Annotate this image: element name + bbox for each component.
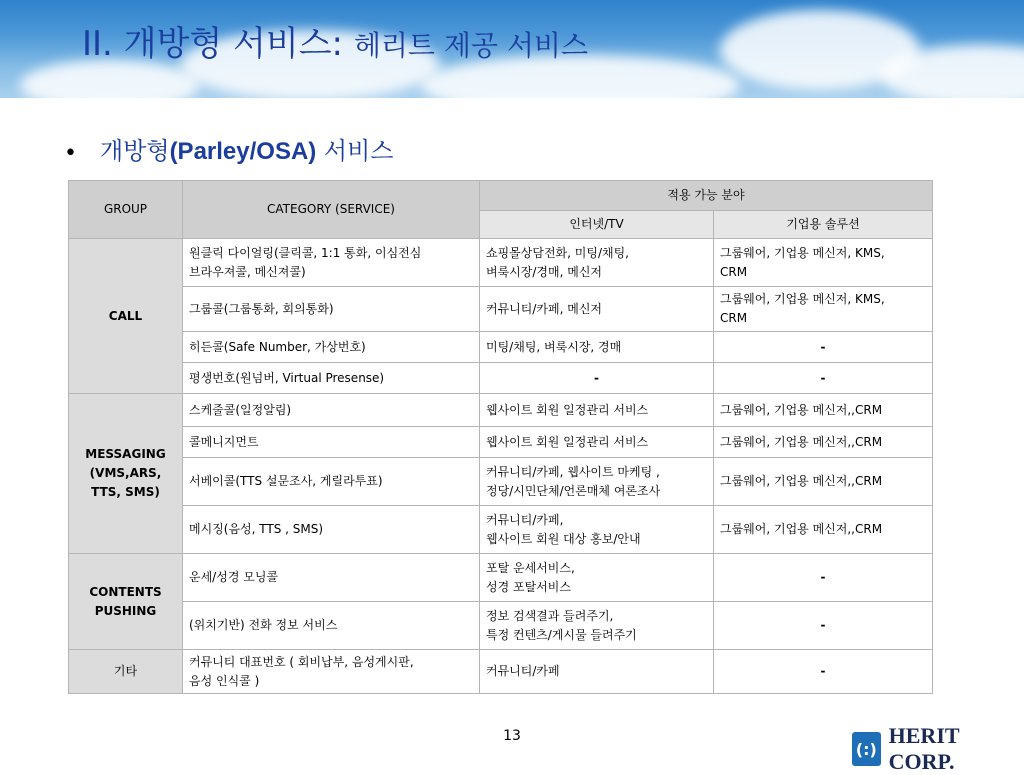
company-logo <box>852 723 1024 775</box>
group-cell-call: CALL <box>69 239 183 394</box>
table-row <box>69 427 933 458</box>
table-row <box>69 332 933 363</box>
header-applicable: 적용 가능 분야 <box>480 181 933 211</box>
category-cell: 콜메니지먼트 <box>183 427 480 458</box>
internet-cell: 정보 검색결과 들려주기, 특정 컨텐츠/게시물 들려주기 <box>480 602 714 650</box>
internet-cell: 미팅/채팅, 벼룩시장, 경매 <box>480 332 714 363</box>
table-row <box>69 394 933 427</box>
enterprise-cell: - <box>714 602 933 650</box>
enterprise-cell: 그룹웨어, 기업용 메신저, KMS, CRM <box>714 287 933 332</box>
slide-title-main: II. 개방형 서비스: <box>82 24 343 64</box>
category-cell: 커뮤니티 대표번호 ( 회비납부, 음성게시판, 음성 인식콜 ) <box>183 650 480 694</box>
internet-cell: 커뮤니티/카페, 메신저 <box>480 287 714 332</box>
category-cell: 메시징(음성, TTS , SMS) <box>183 506 480 554</box>
group-cell-contents: CONTENTS PUSHING <box>69 554 183 650</box>
table-row <box>69 458 933 506</box>
category-cell: 평생번호(원넘버, Virtual Presense) <box>183 363 480 394</box>
header-category: CATEGORY (SERVICE) <box>183 181 480 239</box>
internet-cell: 쇼핑몰상담전화, 미팅/채팅, 벼룩시장/경매, 메신저 <box>480 239 714 287</box>
page-number: 13 <box>503 728 521 744</box>
enterprise-cell: 그룹웨어, 기업용 메신저, KMS, CRM <box>714 239 933 287</box>
table-row <box>69 287 933 332</box>
logo-text: HERIT CORP. <box>888 723 960 774</box>
herit-logo-icon: (:) <box>852 732 881 766</box>
internet-cell: 포탈 운세서비스, 성경 포탈서비스 <box>480 554 714 602</box>
category-cell: (위치기반) 전화 정보 서비스 <box>183 602 480 650</box>
category-cell: 운세/성경 모닝콜 <box>183 554 480 602</box>
table-row <box>69 239 933 287</box>
table-row <box>69 506 933 554</box>
group-cell-messaging: MESSAGING (VMS,ARS, TTS, SMS) <box>69 394 183 554</box>
table-row <box>69 602 933 650</box>
enterprise-cell: - <box>714 332 933 363</box>
bullet-heading-post: 서비스 <box>323 137 394 165</box>
enterprise-cell: - <box>714 554 933 602</box>
slide-title <box>82 16 588 65</box>
bullet-heading <box>100 131 393 166</box>
bullet-icon: • <box>64 141 77 166</box>
header-enterprise: 기업용 솔루션 <box>714 211 933 239</box>
category-cell: 히든콜(Safe Number, 가상번호) <box>183 332 480 363</box>
table-row <box>69 554 933 602</box>
header-group: GROUP <box>69 181 183 239</box>
internet-cell: 커뮤니티/카페, 웹사이트 회원 대상 홍보/안내 <box>480 506 714 554</box>
slide-title-sub: 헤리트 제공 서비스 <box>353 29 588 62</box>
category-cell: 서베이콜(TTS 설문조사, 게릴라투표) <box>183 458 480 506</box>
category-cell: 그룹콜(그룹통화, 회의통화) <box>183 287 480 332</box>
bullet-heading-bold: (Parley/OSA) <box>169 138 317 165</box>
internet-cell: - <box>480 363 714 394</box>
enterprise-cell: 그룹웨어, 기업용 메신저,,CRM <box>714 427 933 458</box>
enterprise-cell: 그룹웨어, 기업용 메신저,,CRM <box>714 394 933 427</box>
category-cell: 스케줄콜(일정알림) <box>183 394 480 427</box>
cloud-decoration <box>20 60 200 98</box>
service-table <box>68 180 933 694</box>
table-row <box>69 650 933 694</box>
group-cell-etc: 기타 <box>69 650 183 694</box>
enterprise-cell: - <box>714 650 933 694</box>
internet-cell: 커뮤니티/카페, 웹사이트 마케팅 , 정당/시민단체/언론매체 여론조사 <box>480 458 714 506</box>
header-internet-tv: 인터넷/TV <box>480 211 714 239</box>
enterprise-cell: - <box>714 363 933 394</box>
table-row <box>69 363 933 394</box>
header-banner <box>0 0 1024 98</box>
bullet-heading-pre: 개방형 <box>100 137 170 165</box>
category-cell: 원클릭 다이얼링(클릭콜, 1:1 통화, 이심전심 브라우져콜, 메신져콜) <box>183 239 480 287</box>
internet-cell: 웹사이트 회원 일정관리 서비스 <box>480 394 714 427</box>
internet-cell: 커뮤니티/카페 <box>480 650 714 694</box>
enterprise-cell: 그룹웨어, 기업용 메신저,,CRM <box>714 506 933 554</box>
enterprise-cell: 그룹웨어, 기업용 메신저,,CRM <box>714 458 933 506</box>
internet-cell: 웹사이트 회원 일정관리 서비스 <box>480 427 714 458</box>
